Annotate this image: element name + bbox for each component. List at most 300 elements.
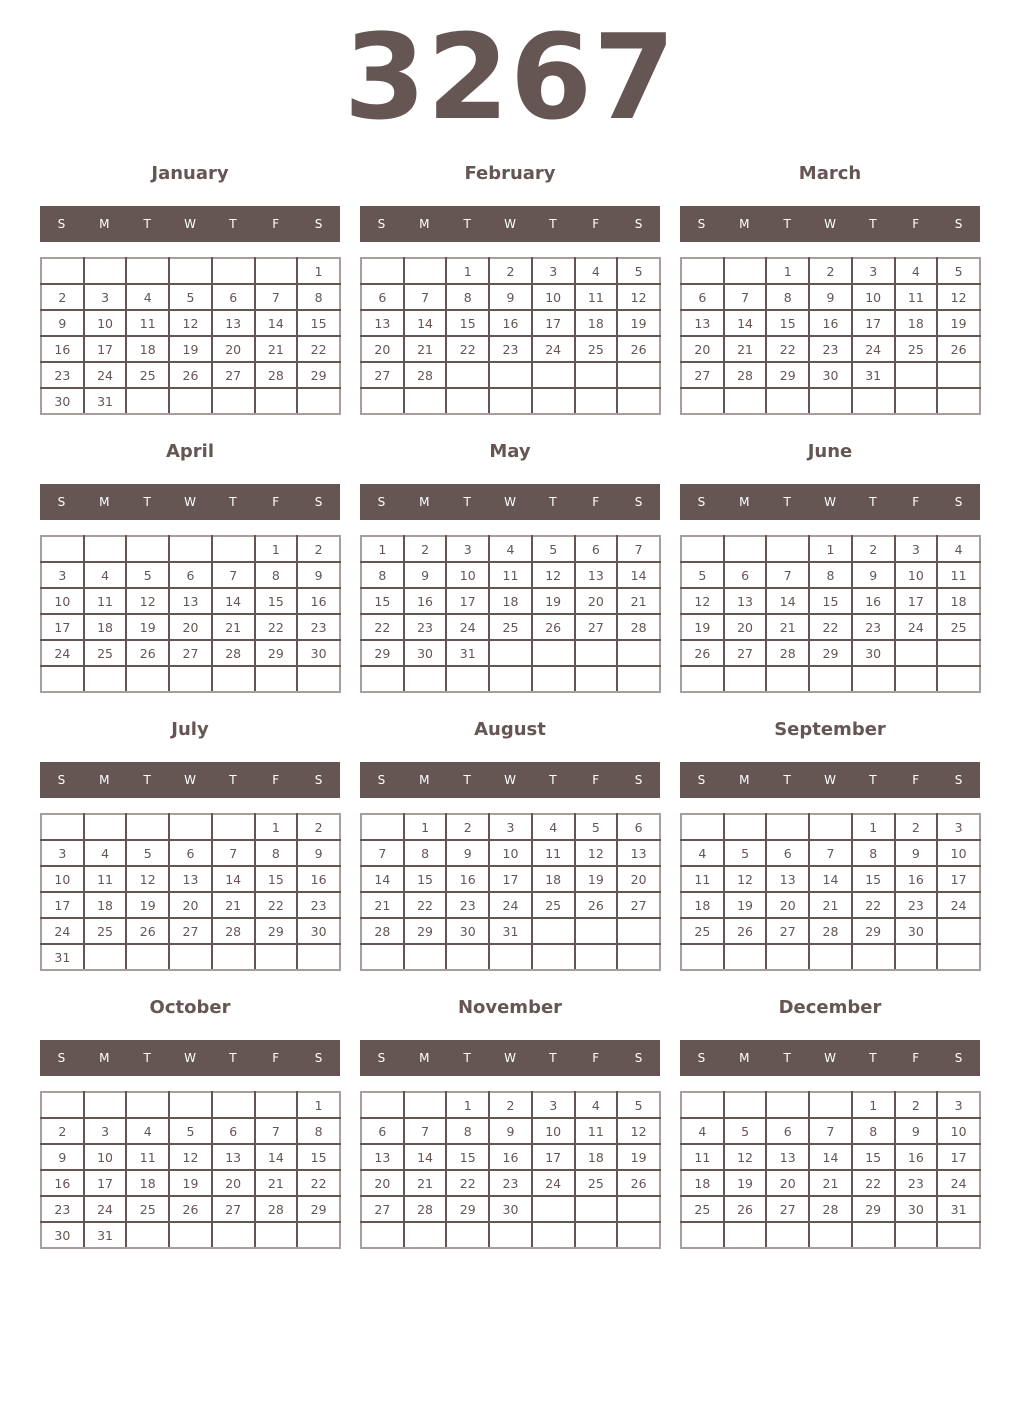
day-cell	[532, 918, 575, 944]
weekday-label: S	[377, 217, 386, 231]
week-row	[681, 866, 980, 892]
day-cell	[895, 666, 938, 692]
day-cell: 4	[895, 258, 938, 284]
day-cell: 11	[84, 588, 127, 614]
day-cell: 2	[41, 1118, 84, 1144]
day-cell: 1	[809, 536, 852, 562]
day-cell	[297, 1222, 340, 1248]
day-cell: 14	[724, 310, 767, 336]
day-cell: 29	[404, 918, 447, 944]
day-cell: 28	[617, 614, 660, 640]
weekday-label: T	[869, 1051, 877, 1065]
day-cell: 6	[724, 562, 767, 588]
day-cell: 19	[937, 310, 980, 336]
day-cell	[895, 944, 938, 970]
day-cell	[361, 814, 404, 840]
day-cell: 13	[361, 310, 404, 336]
day-cell	[809, 666, 852, 692]
day-cell: 3	[937, 814, 980, 840]
day-cell	[169, 258, 212, 284]
day-cell: 8	[255, 562, 298, 588]
day-cell: 27	[212, 1196, 255, 1222]
day-cell: 2	[41, 284, 84, 310]
day-cell: 6	[169, 562, 212, 588]
day-cell: 9	[446, 840, 489, 866]
weekday-label: S	[954, 495, 963, 509]
day-cell: 6	[361, 1118, 404, 1144]
week-row	[681, 614, 980, 640]
day-cell: 18	[126, 336, 169, 362]
day-cell: 10	[532, 1118, 575, 1144]
week-row	[681, 362, 980, 388]
day-cell	[937, 666, 980, 692]
day-cell: 3	[895, 536, 938, 562]
day-cell: 21	[404, 1170, 447, 1196]
week-row	[361, 536, 660, 562]
day-cell	[41, 666, 84, 692]
day-cell: 1	[255, 536, 298, 562]
weekday-label: M	[419, 217, 430, 231]
weekday-label: S	[314, 495, 323, 509]
day-cell: 27	[169, 640, 212, 666]
day-cell: 14	[255, 1144, 298, 1170]
day-cell: 23	[41, 1196, 84, 1222]
day-cell: 28	[255, 1196, 298, 1222]
day-cell	[575, 666, 618, 692]
day-cell: 5	[169, 1118, 212, 1144]
day-cell: 11	[532, 840, 575, 866]
day-cell: 18	[937, 588, 980, 614]
day-cell: 27	[212, 362, 255, 388]
day-cell	[404, 666, 447, 692]
day-cell: 4	[126, 1118, 169, 1144]
week-row	[361, 336, 660, 362]
day-cell: 4	[575, 1092, 618, 1118]
day-cell: 8	[809, 562, 852, 588]
day-cell	[681, 536, 724, 562]
day-cell	[404, 388, 447, 414]
week-row	[361, 562, 660, 588]
day-cell: 30	[297, 918, 340, 944]
day-cell: 10	[41, 588, 84, 614]
day-cell: 1	[255, 814, 298, 840]
day-cell: 22	[446, 336, 489, 362]
day-cell: 20	[575, 588, 618, 614]
day-cell: 21	[809, 1170, 852, 1196]
day-cell	[724, 388, 767, 414]
day-cell: 18	[126, 1170, 169, 1196]
day-cell: 30	[895, 918, 938, 944]
day-cell: 14	[766, 588, 809, 614]
day-cell: 25	[895, 336, 938, 362]
week-row	[41, 336, 340, 362]
day-cell	[446, 388, 489, 414]
day-cell: 20	[766, 1170, 809, 1196]
day-cell: 8	[446, 1118, 489, 1144]
week-row	[41, 1196, 340, 1222]
day-cell: 10	[937, 1118, 980, 1144]
day-cell: 24	[532, 1170, 575, 1196]
day-grid	[680, 1091, 981, 1249]
weekday-label: T	[783, 217, 791, 231]
day-cell: 22	[297, 336, 340, 362]
day-cell	[937, 362, 980, 388]
day-cell: 24	[446, 614, 489, 640]
weekday-header	[40, 762, 340, 798]
week-row	[361, 944, 660, 970]
day-cell	[169, 388, 212, 414]
day-cell: 13	[766, 866, 809, 892]
week-row	[361, 310, 660, 336]
day-cell: 15	[297, 1144, 340, 1170]
weekday-label: M	[419, 495, 430, 509]
day-cell: 20	[681, 336, 724, 362]
day-cell: 8	[766, 284, 809, 310]
day-cell	[404, 944, 447, 970]
day-cell: 21	[212, 892, 255, 918]
day-cell: 28	[724, 362, 767, 388]
day-cell: 25	[126, 362, 169, 388]
day-cell: 17	[84, 336, 127, 362]
day-cell: 20	[724, 614, 767, 640]
week-row	[681, 588, 980, 614]
day-cell: 11	[126, 1144, 169, 1170]
weekday-label: T	[229, 217, 237, 231]
day-cell: 8	[852, 840, 895, 866]
day-cell: 7	[809, 840, 852, 866]
day-cell: 20	[169, 614, 212, 640]
day-cell: 5	[617, 1092, 660, 1118]
week-row	[361, 1222, 660, 1248]
day-cell: 25	[575, 1170, 618, 1196]
day-cell	[681, 666, 724, 692]
day-cell: 21	[766, 614, 809, 640]
day-cell: 2	[809, 258, 852, 284]
day-cell: 28	[255, 362, 298, 388]
weekday-label: F	[592, 773, 600, 787]
day-cell: 15	[809, 588, 852, 614]
day-cell	[809, 1092, 852, 1118]
day-cell: 2	[297, 536, 340, 562]
day-cell: 21	[255, 336, 298, 362]
day-cell: 3	[41, 562, 84, 588]
day-cell: 12	[937, 284, 980, 310]
day-cell: 30	[895, 1196, 938, 1222]
day-grid	[360, 1091, 661, 1249]
week-row	[41, 614, 340, 640]
day-cell: 16	[852, 588, 895, 614]
month-title: March	[798, 163, 862, 184]
week-row	[681, 258, 980, 284]
day-cell: 18	[575, 310, 618, 336]
day-cell	[937, 944, 980, 970]
day-cell: 17	[937, 866, 980, 892]
day-cell: 20	[212, 336, 255, 362]
day-cell: 15	[852, 866, 895, 892]
week-row	[41, 640, 340, 666]
day-cell: 25	[126, 1196, 169, 1222]
day-cell: 27	[681, 362, 724, 388]
day-cell	[446, 666, 489, 692]
day-cell	[575, 944, 618, 970]
day-cell: 3	[446, 536, 489, 562]
day-cell: 1	[852, 814, 895, 840]
day-cell: 4	[937, 536, 980, 562]
day-cell: 29	[297, 362, 340, 388]
day-cell: 7	[617, 536, 660, 562]
day-cell: 15	[766, 310, 809, 336]
day-cell: 12	[532, 562, 575, 588]
day-cell: 7	[212, 840, 255, 866]
weekday-label: M	[739, 217, 750, 231]
weekday-label: W	[184, 1051, 196, 1065]
week-row	[681, 1222, 980, 1248]
day-cell: 3	[937, 1092, 980, 1118]
day-cell: 24	[41, 918, 84, 944]
day-cell: 4	[681, 1118, 724, 1144]
day-cell: 14	[361, 866, 404, 892]
day-cell: 15	[852, 1144, 895, 1170]
week-row	[361, 840, 660, 866]
day-cell	[212, 1092, 255, 1118]
week-row	[361, 362, 660, 388]
day-cell: 3	[852, 258, 895, 284]
day-cell	[255, 1222, 298, 1248]
month-january	[40, 160, 340, 430]
day-cell	[84, 258, 127, 284]
day-cell: 30	[41, 1222, 84, 1248]
day-cell: 4	[126, 284, 169, 310]
weekday-label: F	[592, 217, 600, 231]
day-cell: 6	[766, 840, 809, 866]
day-cell	[41, 814, 84, 840]
day-cell	[255, 1092, 298, 1118]
day-cell	[617, 944, 660, 970]
day-cell: 18	[681, 1170, 724, 1196]
day-cell: 11	[126, 310, 169, 336]
day-cell: 17	[446, 588, 489, 614]
day-cell: 28	[404, 362, 447, 388]
day-cell: 20	[169, 892, 212, 918]
day-cell	[766, 666, 809, 692]
week-row	[681, 562, 980, 588]
day-cell: 22	[852, 1170, 895, 1196]
weekday-label: F	[272, 217, 280, 231]
day-cell: 29	[361, 640, 404, 666]
day-cell: 20	[617, 866, 660, 892]
day-cell: 16	[809, 310, 852, 336]
week-row	[681, 284, 980, 310]
day-cell: 1	[404, 814, 447, 840]
day-cell	[575, 1196, 618, 1222]
week-row	[41, 1118, 340, 1144]
day-cell: 12	[724, 866, 767, 892]
day-cell: 5	[937, 258, 980, 284]
week-row	[681, 1118, 980, 1144]
day-cell	[169, 944, 212, 970]
day-cell: 14	[617, 562, 660, 588]
day-cell: 24	[852, 336, 895, 362]
day-cell	[212, 1222, 255, 1248]
day-grid	[40, 535, 341, 693]
weekday-label: T	[869, 217, 877, 231]
day-cell	[575, 362, 618, 388]
weekday-label: F	[592, 495, 600, 509]
day-cell: 1	[297, 258, 340, 284]
day-cell: 27	[169, 918, 212, 944]
day-cell: 26	[575, 892, 618, 918]
day-cell: 30	[852, 640, 895, 666]
day-cell: 31	[937, 1196, 980, 1222]
day-cell	[489, 640, 532, 666]
day-cell: 21	[255, 1170, 298, 1196]
weekday-label: T	[463, 217, 471, 231]
day-cell: 5	[532, 536, 575, 562]
day-cell: 8	[404, 840, 447, 866]
week-row	[681, 310, 980, 336]
day-cell: 22	[297, 1170, 340, 1196]
day-cell	[169, 1222, 212, 1248]
weekday-label: M	[99, 495, 110, 509]
weekday-label: S	[697, 1051, 706, 1065]
day-cell: 27	[361, 362, 404, 388]
day-cell: 30	[404, 640, 447, 666]
day-cell	[895, 362, 938, 388]
week-row	[361, 918, 660, 944]
day-cell: 15	[255, 866, 298, 892]
day-cell	[126, 388, 169, 414]
day-cell: 31	[489, 918, 532, 944]
day-cell: 29	[766, 362, 809, 388]
day-cell: 12	[169, 310, 212, 336]
day-cell: 14	[809, 1144, 852, 1170]
day-cell: 9	[852, 562, 895, 588]
day-cell: 17	[532, 310, 575, 336]
day-cell: 14	[404, 1144, 447, 1170]
day-cell: 16	[489, 1144, 532, 1170]
day-cell: 19	[617, 310, 660, 336]
weekday-header	[360, 762, 660, 798]
day-cell: 22	[766, 336, 809, 362]
day-cell: 13	[361, 1144, 404, 1170]
day-cell: 29	[255, 918, 298, 944]
day-cell: 18	[84, 892, 127, 918]
weekday-label: S	[954, 1051, 963, 1065]
day-cell: 15	[446, 1144, 489, 1170]
day-cell	[681, 258, 724, 284]
day-cell: 19	[126, 892, 169, 918]
day-cell: 23	[489, 1170, 532, 1196]
week-row	[41, 866, 340, 892]
day-cell	[809, 388, 852, 414]
day-cell: 3	[532, 258, 575, 284]
weekday-label: T	[869, 773, 877, 787]
day-cell: 11	[937, 562, 980, 588]
day-cell	[766, 1092, 809, 1118]
weekday-label: T	[463, 1051, 471, 1065]
month-august	[360, 716, 660, 986]
day-cell	[361, 388, 404, 414]
day-cell: 9	[489, 1118, 532, 1144]
weekday-label: F	[592, 1051, 600, 1065]
week-row	[41, 892, 340, 918]
weekday-label: S	[377, 1051, 386, 1065]
day-cell: 25	[681, 1196, 724, 1222]
day-cell: 21	[404, 336, 447, 362]
week-row	[681, 892, 980, 918]
day-cell	[724, 258, 767, 284]
day-cell: 11	[575, 284, 618, 310]
day-cell	[41, 536, 84, 562]
day-cell	[126, 944, 169, 970]
day-cell: 30	[809, 362, 852, 388]
day-cell: 8	[255, 840, 298, 866]
week-row	[361, 1144, 660, 1170]
weekday-label: S	[697, 773, 706, 787]
week-row	[361, 892, 660, 918]
day-cell: 14	[404, 310, 447, 336]
weekday-label: S	[634, 495, 643, 509]
week-row	[681, 1196, 980, 1222]
week-row	[681, 918, 980, 944]
week-row	[41, 814, 340, 840]
day-cell: 18	[489, 588, 532, 614]
day-cell	[361, 1222, 404, 1248]
day-cell	[575, 388, 618, 414]
day-cell: 31	[852, 362, 895, 388]
day-cell: 12	[681, 588, 724, 614]
day-cell: 19	[617, 1144, 660, 1170]
day-cell: 13	[617, 840, 660, 866]
day-cell: 4	[532, 814, 575, 840]
day-cell	[126, 1092, 169, 1118]
day-cell: 25	[575, 336, 618, 362]
day-grid	[360, 813, 661, 971]
day-cell: 24	[895, 614, 938, 640]
week-row	[361, 258, 660, 284]
day-cell: 26	[681, 640, 724, 666]
day-cell: 7	[809, 1118, 852, 1144]
day-cell	[575, 1222, 618, 1248]
day-cell	[404, 1222, 447, 1248]
day-cell: 25	[532, 892, 575, 918]
week-row	[41, 258, 340, 284]
weekday-label: W	[184, 495, 196, 509]
month-november	[360, 994, 660, 1264]
day-cell: 7	[404, 284, 447, 310]
day-cell: 15	[255, 588, 298, 614]
day-cell	[446, 362, 489, 388]
weekday-header	[680, 206, 980, 242]
day-cell: 7	[212, 562, 255, 588]
day-cell	[766, 1222, 809, 1248]
day-cell: 27	[766, 1196, 809, 1222]
week-row	[361, 666, 660, 692]
day-cell	[212, 666, 255, 692]
day-cell: 20	[361, 336, 404, 362]
day-cell: 22	[446, 1170, 489, 1196]
day-cell	[809, 944, 852, 970]
day-cell: 2	[895, 814, 938, 840]
day-cell: 7	[255, 284, 298, 310]
week-row	[361, 284, 660, 310]
day-cell: 23	[852, 614, 895, 640]
weekday-label: S	[314, 1051, 323, 1065]
day-cell: 16	[297, 866, 340, 892]
weekday-label: W	[824, 1051, 836, 1065]
day-cell: 30	[489, 1196, 532, 1222]
day-cell: 1	[361, 536, 404, 562]
